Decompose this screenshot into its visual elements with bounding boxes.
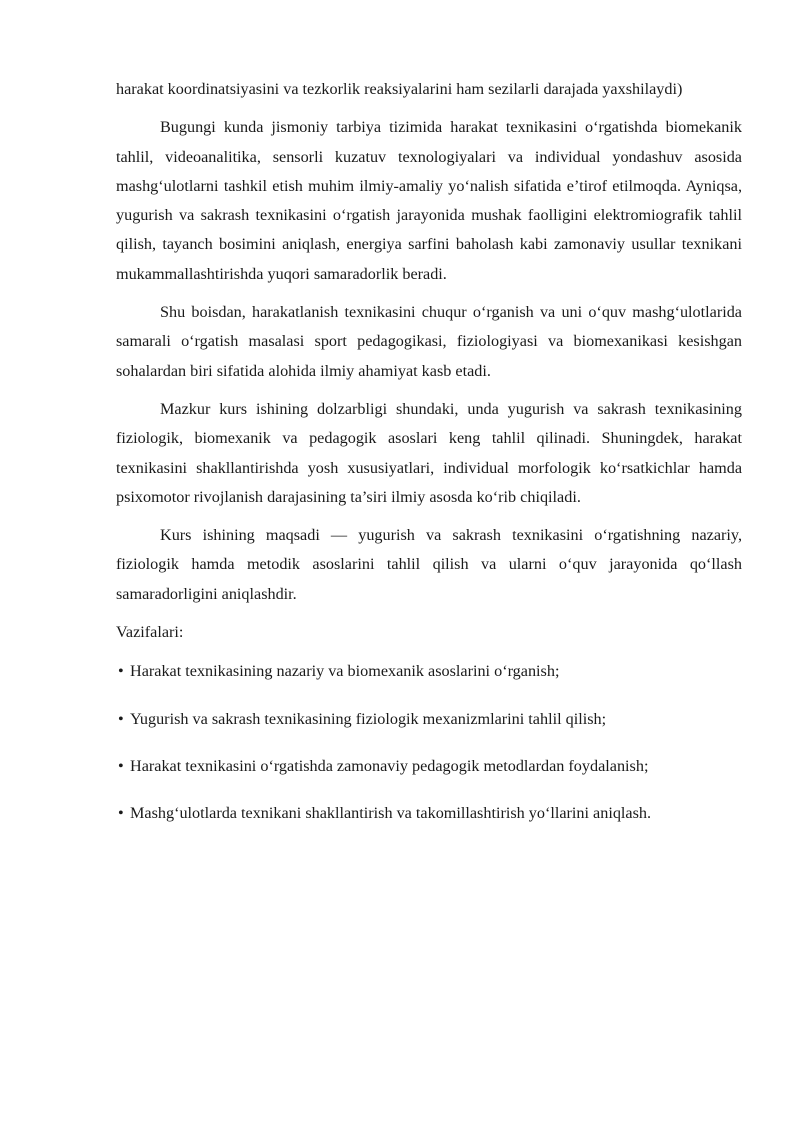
- task-text: Mashg‘ulotlarda texnikani shakllantirish va takomillashtirish yo‘llarini aniqlash.: [130, 804, 652, 823]
- task-text: Harakat texnikasining nazariy va biomexanik asoslarini o‘rganish;: [130, 662, 560, 681]
- list-item: [116, 752, 742, 781]
- tasks-list: [116, 657, 742, 828]
- bullet-icon: •: [118, 662, 124, 681]
- continuation-paragraph: harakat koordinatsiyasini va tezkorlik reaksiyalarini ham sezilarli darajada yaxshilaydi): [116, 80, 683, 98]
- paragraph-goal: Kurs ishining maqsadi — yugurish va sakrash texnikasini o‘rgatishning nazariy, fiziologik hamda metodik asoslarini tahlil qilish va ularni o‘quv jarayonida qo‘llash samaradorligini aniqlashdir.: [116, 526, 742, 603]
- document-page: [116, 75, 742, 829]
- paragraph-scientific-importance: Shu boisdan, harakatlanish texnikasini chuqur o‘rganish va uni o‘quv mashg‘ulotlarida samarali o‘rgatish masalasi sport pedagogikasi, fiziologiyasi va biomexanikasi kesishgan sohalardan biri sifatida alohida ilmiy ahamiyat kasb etadi.: [116, 303, 742, 380]
- tasks-heading: Vazifalari:: [116, 623, 184, 642]
- task-text: Yugurish va sakrash texnikasining fiziologik mexanizmlarini tahlil qilish;: [130, 709, 607, 728]
- paragraph-modern-methods: Bugungi kunda jismoniy tarbiya tizimida harakat texnikasini o‘rgatishda biomekanik tahlil, videoanalitika, sensorli kuzatuv texnologiyalari va individual yondashuv asosida mashg‘ulotlarni tashkil etish muhim ilmiy-amaliy yo‘nalish sifatida e’tirof etilmoqda. Ayniqsa, yugurish va sakrash texnikasini o‘rgatish jarayonida mushak faolligini elektromiografik tahlil qilish, tayanch bosimini aniqlash, energiya sarfini baholash kabi zamonaviy usullar texnikani mukammallashtirishda yuqori samaradorlik beradi.: [116, 118, 742, 283]
- bullet-icon: •: [118, 709, 124, 728]
- list-item: [116, 705, 742, 734]
- task-text: Harakat texnikasini o‘rgatishda zamonaviy pedagogik metodlardan foydalanish;: [130, 756, 649, 775]
- bullet-icon: •: [118, 756, 124, 775]
- bullet-icon: •: [118, 804, 124, 823]
- list-item: [116, 657, 742, 686]
- paragraph-relevance: Mazkur kurs ishining dolzarbligi shundaki, unda yugurish va sakrash texnikasining fiziologik, biomexanik va pedagogik asoslari keng tahlil qilinadi. Shuningdek, harakat texnikasini shakllantirishda yosh xususiyatlari, individual morfologik ko‘rsatkichlar hamda psixomotor rivojlanish darajasining ta’siri ilmiy asosda ko‘rib chiqiladi.: [116, 399, 742, 506]
- list-item: [116, 799, 742, 828]
